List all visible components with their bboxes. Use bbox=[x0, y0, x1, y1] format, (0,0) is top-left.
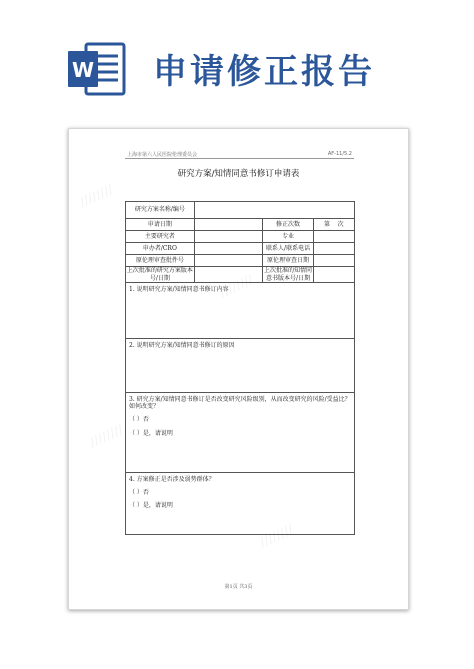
field-contact[interactable] bbox=[313, 243, 354, 255]
word-icon-letter: W bbox=[71, 58, 95, 82]
field-last-protocol-version[interactable] bbox=[194, 267, 263, 283]
option-yes[interactable]: （ ）是，请说明 bbox=[129, 502, 173, 510]
field-sponsor-cro[interactable] bbox=[194, 243, 263, 255]
document-page bbox=[68, 128, 409, 610]
field-protocol-name[interactable] bbox=[194, 202, 354, 219]
org-header: 上海市第六人民医院伦理委员会 bbox=[127, 152, 198, 158]
application-form bbox=[125, 201, 355, 535]
option-no[interactable]: （ ）否 bbox=[129, 416, 149, 424]
word-icon bbox=[66, 40, 128, 98]
field-revision-count[interactable]: 第 次 bbox=[313, 219, 354, 231]
watermark: //////// bbox=[77, 182, 116, 211]
label-protocol-name: 研究方案名称/编号 bbox=[126, 202, 195, 219]
label-pi: 主要研究者 bbox=[126, 231, 195, 243]
label-specialty: 专业 bbox=[263, 231, 313, 243]
section-2-label: 2. 说明研究方案/知情同意书修订的原因 bbox=[129, 342, 235, 349]
banner-title: 申请修正报告 bbox=[153, 52, 375, 92]
banner bbox=[0, 0, 474, 120]
form-title: 研究方案/知情同意书修订申请表 bbox=[177, 169, 300, 179]
section-1-label: 1. 说明研究方案/知情同意书修订内容 bbox=[129, 286, 229, 293]
section-3 bbox=[126, 393, 355, 473]
label-apply-date: 申请日期 bbox=[126, 219, 195, 231]
section-4-label: 4. 方案修正是否涉及弱势群体？ bbox=[129, 476, 215, 483]
watermark: //////// bbox=[217, 272, 256, 301]
section-3-label: 3. 研究方案/知情同意书修订是否改变研究风险级别，从而改变研究的风险/受益比？如何改变？ bbox=[129, 396, 351, 411]
field-ethics-review-date[interactable] bbox=[313, 255, 354, 267]
label-last-icf-version: 上次批准的知情同意书版本号/日期 bbox=[264, 267, 313, 282]
option-yes[interactable]: （ ）是，请说明 bbox=[129, 429, 173, 437]
field-apply-date[interactable] bbox=[194, 219, 263, 231]
section-2[interactable] bbox=[126, 339, 355, 393]
option-no[interactable]: （ ）否 bbox=[129, 489, 149, 497]
label-ethics-review-no: 原伦理审查批件号 bbox=[126, 255, 195, 267]
page-footer: 第1页 共3页 bbox=[224, 584, 253, 590]
field-last-icf-version[interactable] bbox=[313, 267, 354, 283]
label-revision-count: 修正次数 bbox=[263, 219, 313, 231]
field-pi[interactable] bbox=[194, 231, 263, 243]
watermark: //////// bbox=[87, 422, 126, 451]
section-1[interactable] bbox=[126, 283, 355, 339]
label-sponsor-cro: 申办者/CRO bbox=[126, 243, 195, 255]
label-last-protocol-version: 上次批准的研究方案版本号/日期 bbox=[126, 267, 193, 282]
label-contact: 联系人/联系电话 bbox=[263, 243, 313, 255]
doc-code: AF-11/5.2 bbox=[327, 151, 352, 157]
section-4 bbox=[126, 473, 355, 535]
header-rule bbox=[125, 158, 354, 159]
field-specialty[interactable] bbox=[313, 231, 354, 243]
watermark: //////// bbox=[257, 522, 296, 551]
label-ethics-review-date: 原伦理审查日期 bbox=[263, 255, 313, 267]
field-ethics-review-no[interactable] bbox=[194, 255, 263, 267]
